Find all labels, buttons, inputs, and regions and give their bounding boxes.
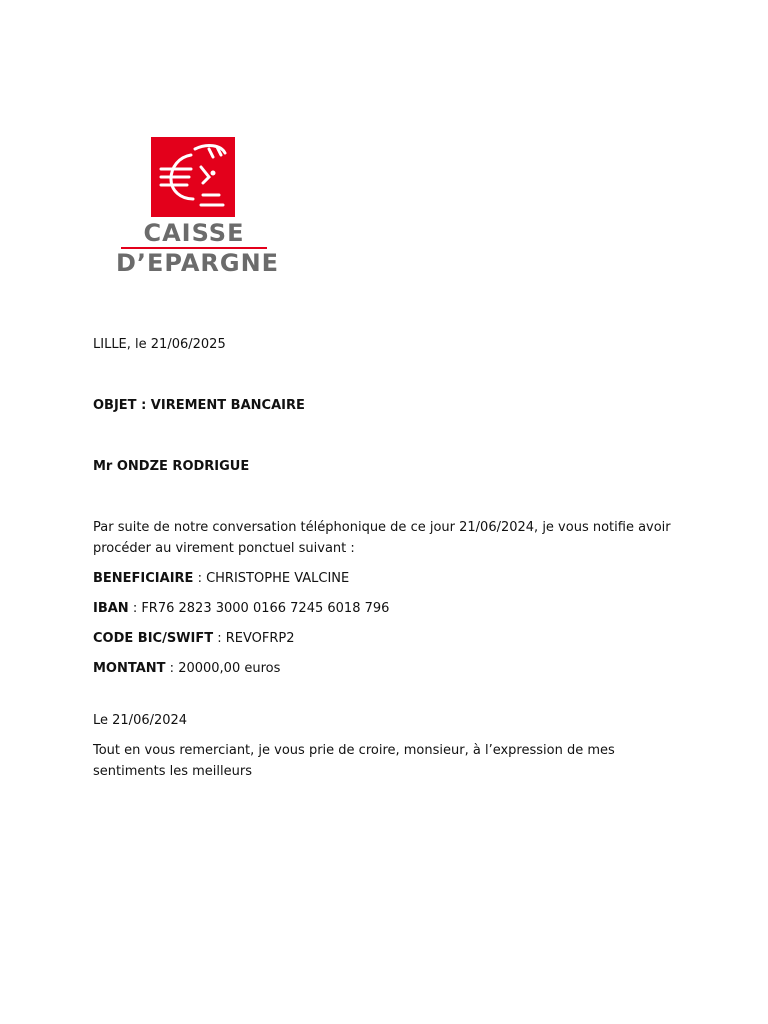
amount-value: : 20000,00 euros [165, 661, 281, 676]
bic-label: CODE BIC/SWIFT [93, 631, 214, 646]
bic-value: : REVOFRP2 [213, 631, 295, 646]
logo-line-caisse: CAISSE [143, 219, 245, 247]
logo-wordmark [116, 219, 280, 277]
iban-value: : FR76 2823 3000 0166 7245 6018 796 [128, 601, 390, 616]
amount-label: MONTANT [93, 661, 166, 676]
beneficiary-line [93, 568, 673, 589]
recipient-name: Mr ONDZE RODRIGUE [93, 459, 250, 474]
bic-line [93, 628, 673, 649]
place-date: LILLE, le 21/06/2025 [93, 337, 226, 352]
logo-line-epargne: D’EPARGNE [116, 249, 280, 277]
squirrel-euro-icon [151, 137, 235, 217]
subject-line: OBJET : VIREMENT BANCAIRE [93, 398, 305, 413]
amount-line [93, 658, 673, 679]
beneficiary-value: : CHRISTOPHE VALCINE [193, 571, 350, 586]
iban-line [93, 598, 673, 619]
letter-body [93, 334, 673, 782]
closing-paragraph: Tout en vous remerciant, je vous prie de croire, monsieur, à l’expression de mes sentiments les meilleurs [93, 743, 615, 779]
intro-paragraph: Par suite de notre conversation téléphonique de ce jour 21/06/2024, je vous notifie avoir procéder au virement ponctuel suivant : [93, 520, 671, 556]
date-line: Le 21/06/2024 [93, 713, 188, 728]
beneficiary-label: BENEFICIAIRE [93, 571, 194, 586]
iban-label: IBAN [93, 601, 129, 616]
caisse-epargne-logo [116, 136, 280, 280]
